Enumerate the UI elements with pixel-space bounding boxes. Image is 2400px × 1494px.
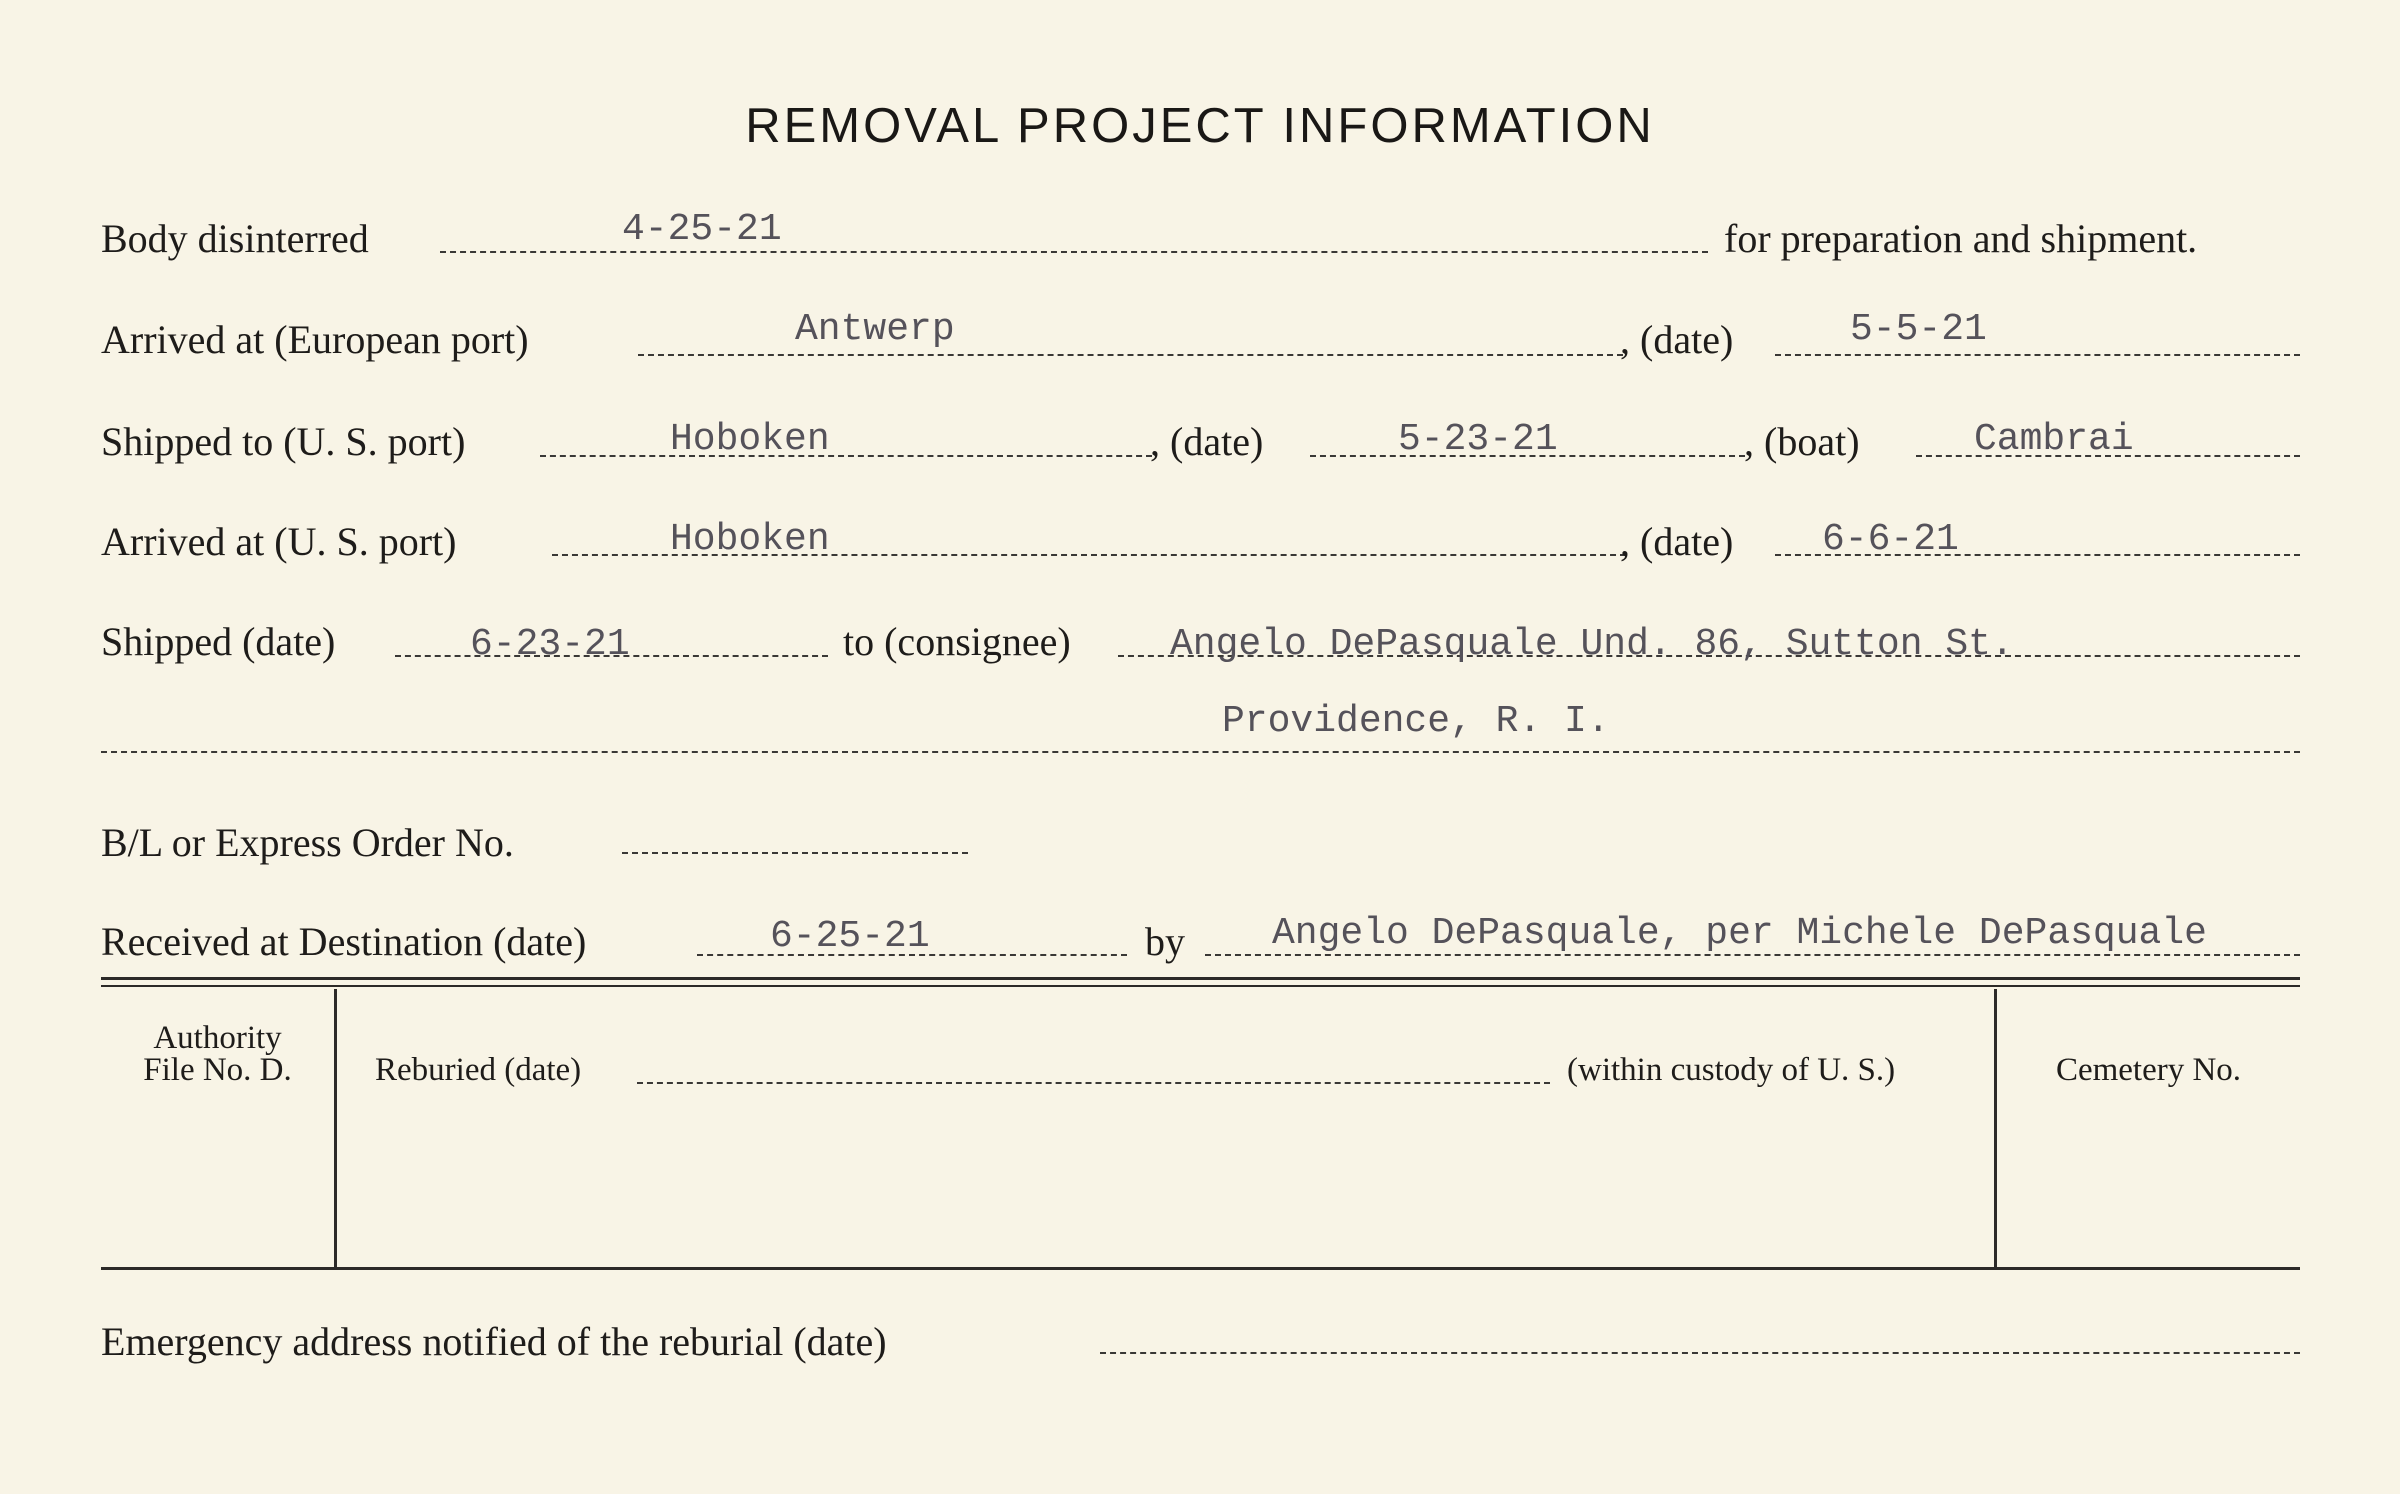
emergency-line: [1100, 1352, 2300, 1354]
body-disinterred-suffix: for preparation and shipment.: [1724, 216, 2198, 261]
reburied-label: Reburied (date): [375, 1052, 582, 1088]
arrived-europe-port-line: [638, 354, 1623, 356]
shipped-us-boat[interactable]: Cambrai: [1974, 418, 2134, 461]
reburied-line: [637, 1082, 1550, 1084]
shipped-us-date-label: , (date): [1150, 419, 1264, 464]
received-by-label: by: [1145, 919, 1185, 964]
custody-label: (within custody of U. S.): [1567, 1052, 1896, 1088]
arrived-europe-label: Arrived at (European port): [101, 317, 529, 362]
shipped-date[interactable]: 6-23-21: [470, 623, 630, 666]
consignee-line1[interactable]: Angelo DePasquale Und. 86, Sutton St.: [1170, 623, 2014, 666]
bl-order-label: B/L or Express Order No.: [101, 820, 514, 865]
body-disinterred-value[interactable]: 4-25-21: [622, 208, 782, 251]
card-title: REMOVAL PROJECT INFORMATION: [745, 99, 1655, 153]
table-top-rule-inner: [101, 985, 2300, 987]
emergency-label: Emergency address notified of the reburial (date): [101, 1319, 887, 1364]
shipped-us-port-line: [540, 455, 1152, 457]
arrived-us-label: Arrived at (U. S. port): [101, 519, 457, 564]
shipped-us-boat-label: , (boat): [1744, 419, 1860, 464]
arrived-europe-date[interactable]: 5-5-21: [1850, 308, 1987, 351]
received-by[interactable]: Angelo DePasquale, per Michele DePasquale: [1272, 912, 2207, 955]
consignee-continuation-line: [101, 751, 2300, 753]
consignee-line2[interactable]: Providence, R. I.: [1222, 700, 1610, 743]
arrived-us-port[interactable]: Hoboken: [670, 518, 830, 561]
table-top-rule: [101, 977, 2300, 980]
arrived-europe-date-line: [1775, 354, 2300, 356]
arrived-europe-date-label: , (date): [1620, 317, 1734, 362]
shipped-date-label: Shipped (date): [101, 619, 336, 664]
bl-order-line: [622, 852, 968, 854]
consignee-label: to (consignee): [843, 619, 1071, 664]
received-date[interactable]: 6-25-21: [770, 915, 930, 958]
table-divider-right: [1994, 989, 1997, 1269]
cemetery-label: Cemetery No.: [2055, 1052, 2242, 1088]
table-divider-left: [334, 989, 337, 1269]
shipped-us-date[interactable]: 5-23-21: [1398, 418, 1558, 461]
table-bottom-rule: [101, 1267, 2300, 1270]
arrived-us-date[interactable]: 6-6-21: [1822, 518, 1959, 561]
authority-label-line1: Authority: [153, 1020, 282, 1056]
shipped-us-port[interactable]: Hoboken: [670, 418, 830, 461]
arrived-europe-port[interactable]: Antwerp: [795, 308, 955, 351]
body-disinterred-line: [440, 251, 1708, 253]
body-disinterred-label: Body disinterred: [101, 216, 369, 261]
arrived-us-date-label: , (date): [1620, 519, 1734, 564]
received-label: Received at Destination (date): [101, 919, 587, 964]
authority-label-line2: File No. D.: [143, 1052, 292, 1088]
shipped-us-label: Shipped to (U. S. port): [101, 419, 466, 464]
